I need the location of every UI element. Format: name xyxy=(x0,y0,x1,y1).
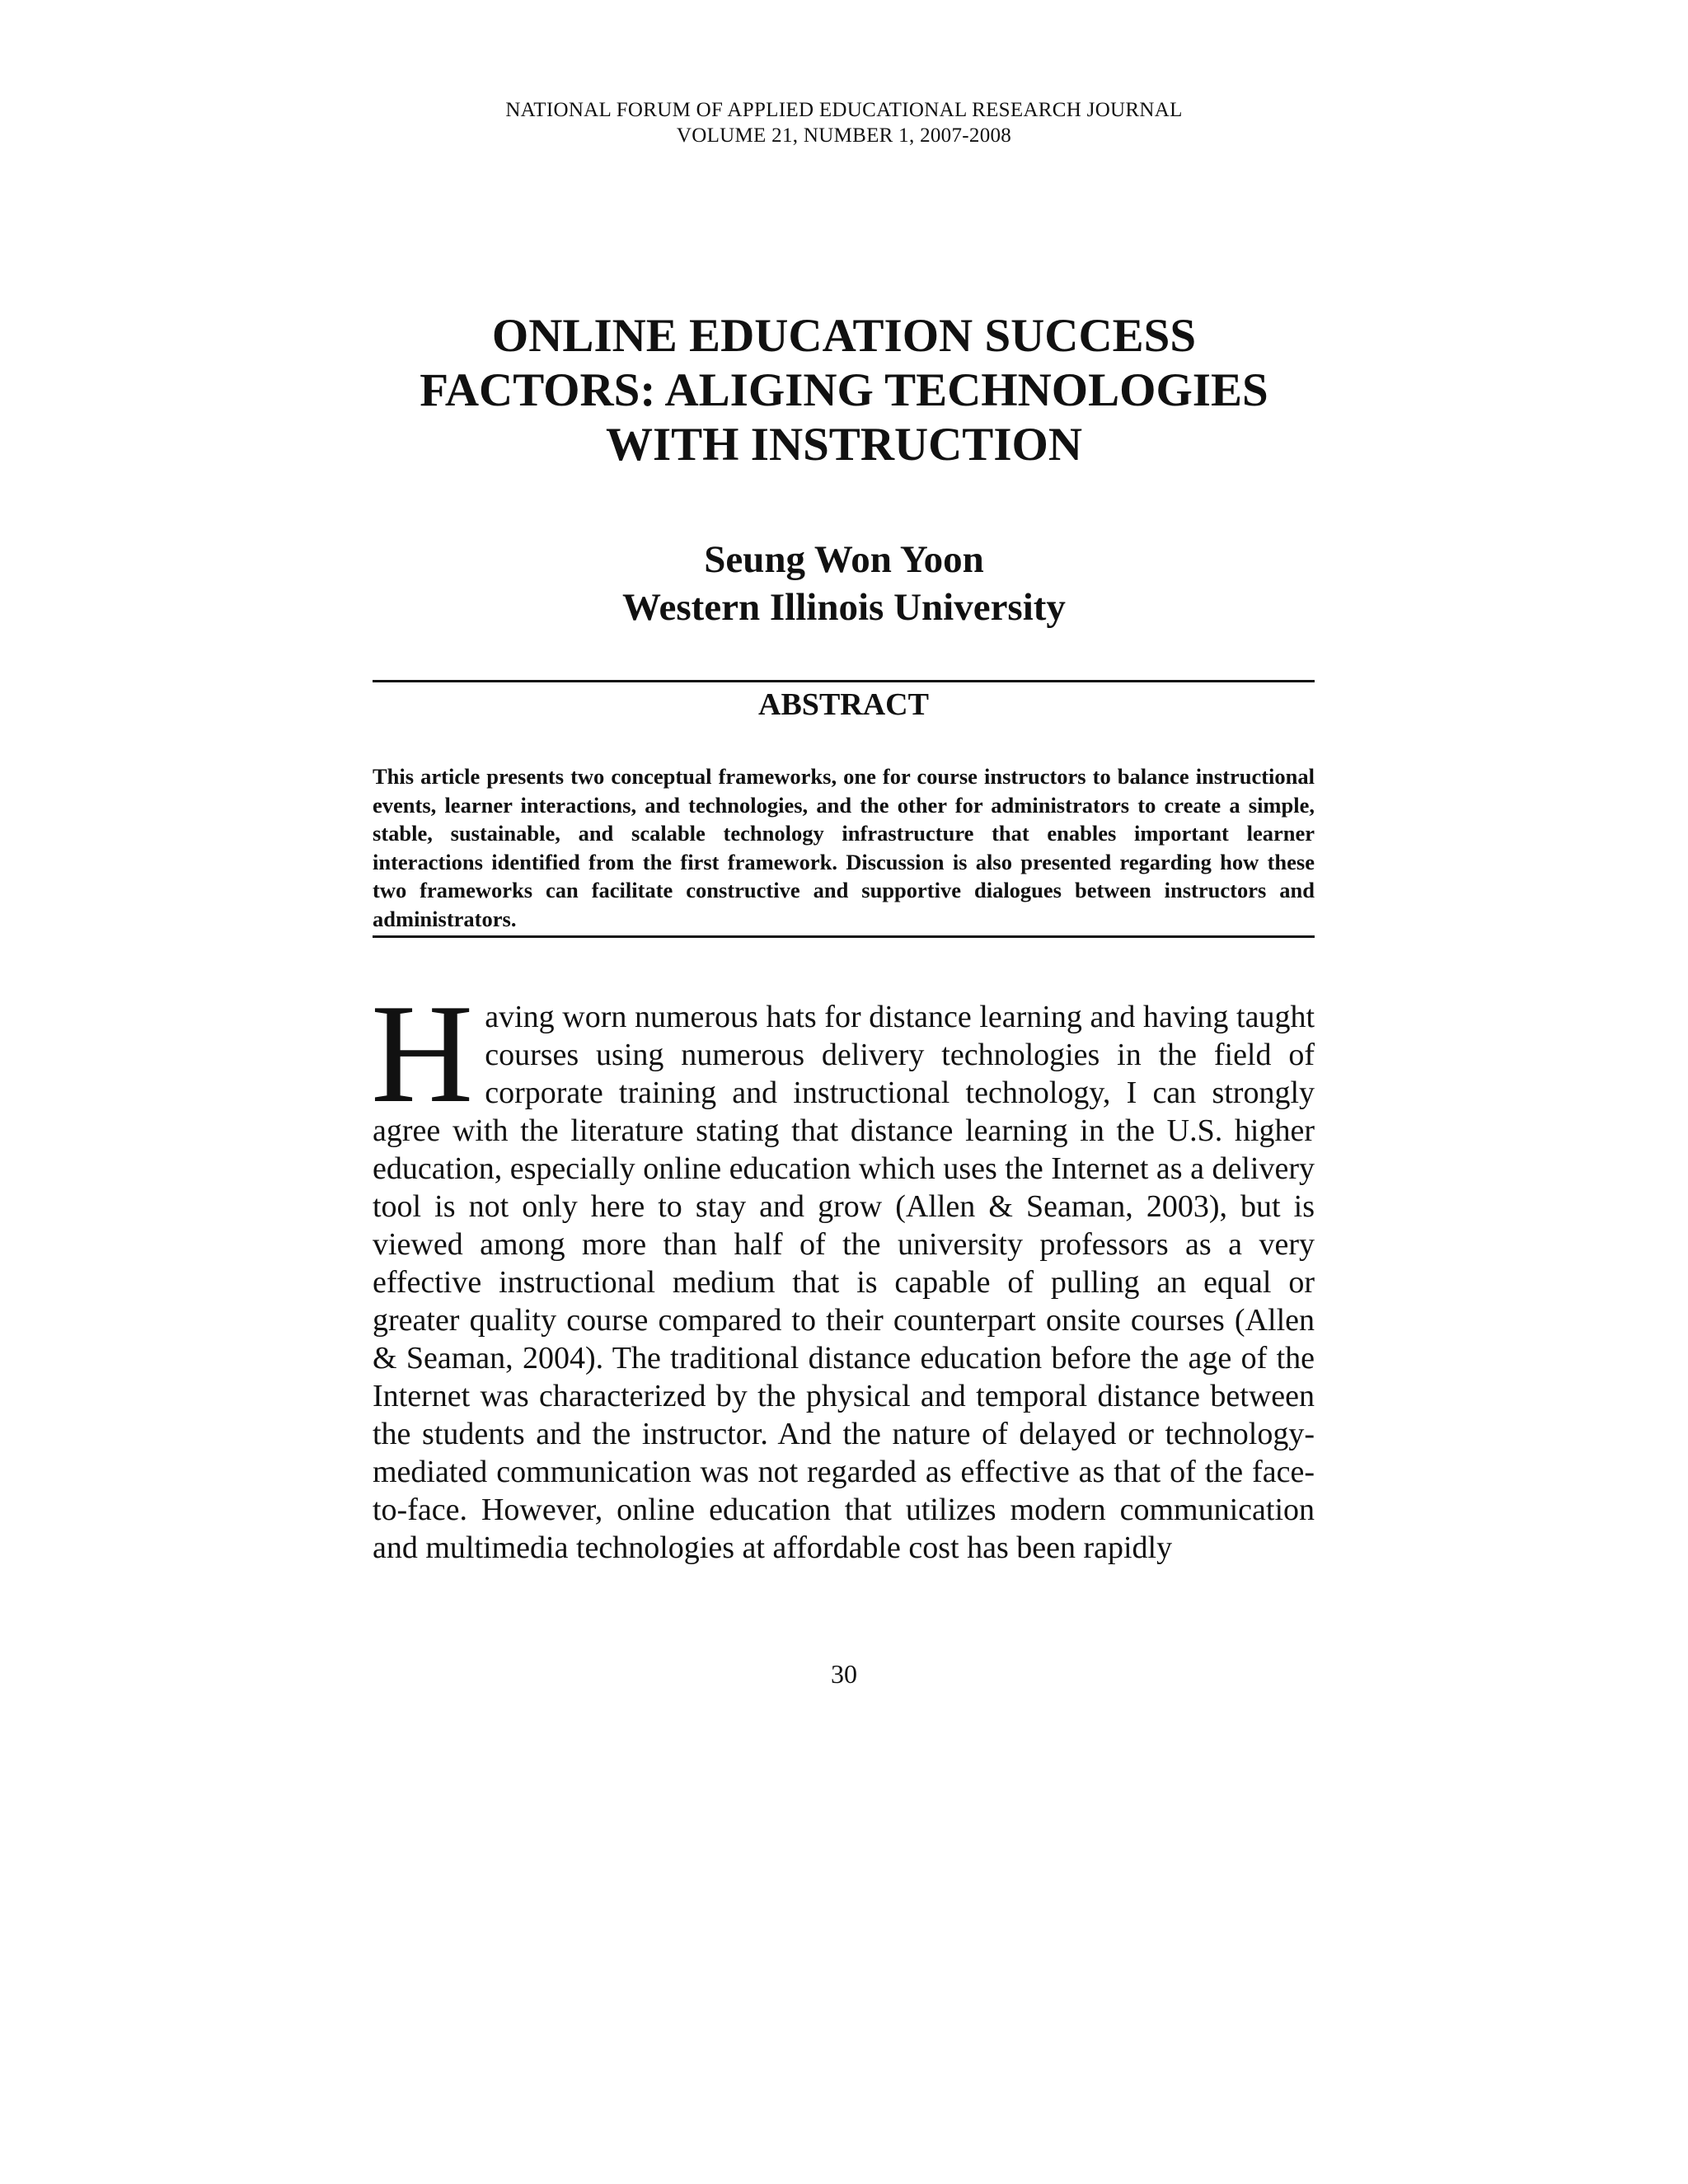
volume-info: VOLUME 21, NUMBER 1, 2007-2008 xyxy=(676,124,1012,147)
page-number: 30 xyxy=(831,1659,857,1689)
drop-cap-letter: H xyxy=(371,976,474,1132)
author-name: Seung Won Yoon xyxy=(704,538,984,581)
body-paragraph-text: aving worn numerous hats for distance learning and having taught courses using numerous delivery technologies in the field of corporate training and instructional technology, I can strongly agree with the literature stating that distance learning in the U.S. higher education, especially online education which uses the Internet as a delivery tool is not only here to stay and grow (Allen & Seaman, 2003), but is viewed among more than half of the university professors as a very effective instructional medium that is capable of pulling an equal or greater quality course compared to their counterpart onsite courses (Allen & Seaman, 2004). The traditional distance education before the age of the Internet was characterized by the physical and temporal distance between the students and the instructor. And the nature of delayed or technology-mediated communication was not regarded as effective as that of the face-to-face. However, online education that utilizes modern communication and multimedia technologies at affordable cost has been rapidly xyxy=(373,1000,1315,1565)
abstract-top-rule xyxy=(373,680,1315,682)
title-line-1: ONLINE EDUCATION SUCCESS xyxy=(491,310,1197,362)
body-paragraph xyxy=(371,976,1315,1567)
running-head xyxy=(0,97,1688,148)
byline xyxy=(330,536,1358,631)
abstract-bottom-rule xyxy=(373,935,1315,938)
author-affiliation: Western Illinois University xyxy=(622,586,1066,629)
title-line-3: WITH INSTRUCTION xyxy=(605,419,1083,471)
abstract-text: This article presents two conceptual frameworks, one for course instructors to balance instructional events, learner interactions, and technologies, and the other for administrators to create a simple, stable, sustainable, and scalable technology infrastructure that enables important learner interactions identified from the first framework. Discussion is also presented regarding how these two frameworks can facilitate constructive and supportive dialogues between instructors and administrators. xyxy=(373,764,1315,931)
title-line-2: FACTORS: ALIGING TECHNOLOGIES xyxy=(420,364,1268,416)
abstract-heading: ABSTRACT xyxy=(758,687,929,722)
article-title xyxy=(330,309,1358,472)
journal-name: NATIONAL FORUM OF APPLIED EDUCATIONAL RESEARCH JOURNAL xyxy=(505,99,1183,121)
